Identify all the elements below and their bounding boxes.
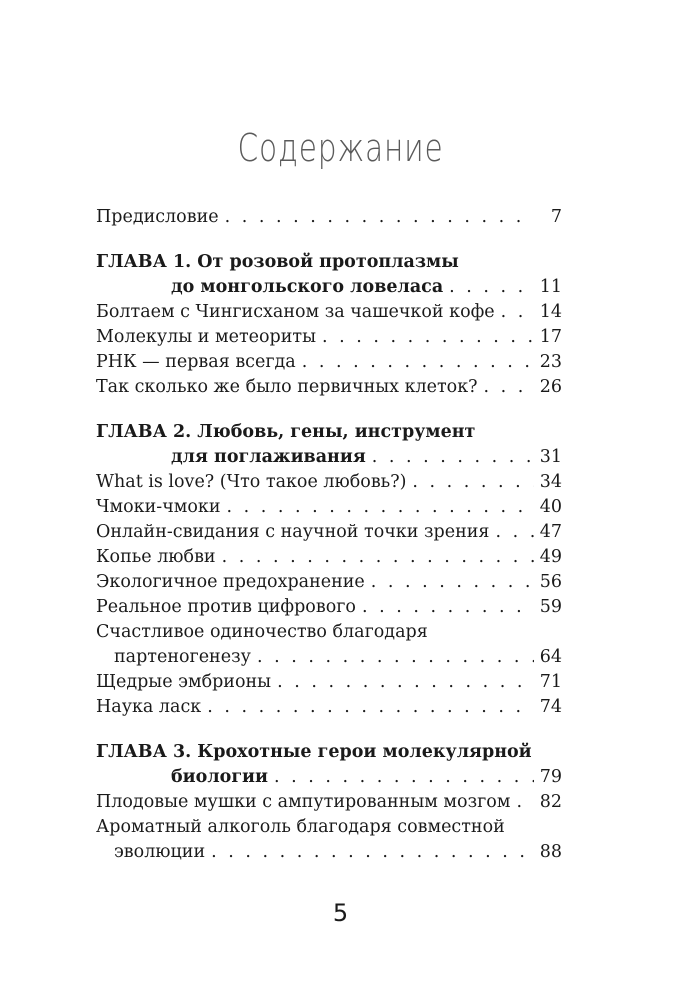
chapter-heading-label: до монгольского ловеласа	[171, 277, 444, 297]
toc-entry-label: Экологичное предохранение	[96, 572, 365, 592]
dot-leader	[207, 695, 534, 720]
toc-entry-label: Болтаем с Чингисханом за чашечкой кофе	[96, 302, 495, 322]
toc-entry-label: Онлайн-свидания с научной точки зрения	[96, 522, 490, 542]
toc-entry-label: партеногенезу	[114, 647, 251, 667]
dot-leader	[372, 445, 534, 470]
toc-entry	[96, 325, 562, 350]
dot-leader	[222, 545, 534, 570]
toc-entry-label: Щедрые эмбрионы	[96, 672, 272, 692]
toc-entry-page: 23	[539, 352, 562, 372]
toc-entry-label: Молекулы и метеориты	[96, 327, 317, 347]
toc-entry	[96, 670, 562, 695]
toc-entry-page: 74	[539, 697, 562, 717]
toc-entry-label: Предисловие	[96, 207, 219, 227]
dot-leader	[322, 325, 534, 350]
toc-entry	[96, 695, 562, 720]
dot-leader	[225, 205, 534, 230]
toc-entry-label: Наука ласк	[96, 697, 202, 717]
toc-entry	[96, 570, 562, 595]
toc-entry-label: What is love? (Что такое любовь?)	[96, 472, 407, 492]
dot-leader	[371, 570, 534, 595]
toc-entry-label: Копье любви	[96, 547, 216, 567]
toc-entry	[96, 495, 562, 520]
toc-entry-page: 26	[539, 377, 562, 397]
dot-leader	[501, 300, 534, 325]
chapter-heading-label: биологии	[171, 767, 269, 787]
page-title: Содержание	[237, 126, 444, 170]
toc-entry-preface	[96, 205, 562, 230]
toc-entry	[96, 375, 562, 400]
dot-leader	[484, 375, 534, 400]
page-number: 5	[332, 899, 349, 927]
toc-entry-label: РНК — первая всегда	[96, 352, 296, 372]
toc-entry	[96, 470, 562, 495]
toc-entry-label-line1: Ароматный алкоголь благодаря совместной	[96, 817, 505, 837]
dot-leader	[302, 350, 534, 375]
dot-leader	[257, 645, 534, 670]
chapter-page: 79	[539, 767, 562, 787]
dot-leader	[227, 495, 534, 520]
toc-entry	[96, 645, 562, 670]
toc-entry-page: 82	[539, 792, 562, 812]
dot-leader	[362, 595, 534, 620]
chapter-heading-continuation	[96, 445, 562, 470]
chapter-heading-continuation	[96, 275, 562, 300]
toc-entry	[96, 840, 562, 865]
toc-entry-page: 56	[539, 572, 562, 592]
toc-entry-label: Реальное против цифрового	[96, 597, 356, 617]
table-of-contents	[96, 205, 562, 865]
dot-leader	[211, 840, 534, 865]
chapter-heading: ГЛАВА 3. Крохотные герои молекулярной	[96, 742, 532, 762]
toc-entry-page: 49	[539, 547, 562, 567]
toc-entry-page: 17	[539, 327, 562, 347]
toc-entry-label: Чмоки-чмоки	[96, 497, 221, 517]
dot-leader	[516, 790, 533, 815]
toc-entry-page: 40	[539, 497, 562, 517]
chapter-page: 11	[539, 277, 562, 297]
toc-entry-label: Так сколько же было первичных клеток?	[96, 377, 478, 397]
dot-leader	[495, 520, 533, 545]
toc-entry-page: 59	[539, 597, 562, 617]
toc-entry	[96, 300, 562, 325]
toc-entry-page: 7	[550, 207, 562, 227]
toc-entry-page: 14	[539, 302, 562, 322]
toc-entry-label: эволюции	[114, 842, 206, 862]
toc-entry	[96, 595, 562, 620]
toc-entry-page: 47	[539, 522, 562, 542]
chapter-page: 31	[539, 447, 562, 467]
toc-entry	[96, 545, 562, 570]
toc-entry-page: 34	[539, 472, 562, 492]
toc-entry-label-line1: Счастливое одиночество благодаря	[96, 622, 428, 642]
chapter-heading-continuation	[96, 765, 562, 790]
toc-entry-page: 88	[539, 842, 562, 862]
chapter-heading-label: для поглаживания	[171, 447, 366, 467]
toc-entry-page: 64	[539, 647, 562, 667]
toc-entry-page: 71	[539, 672, 562, 692]
chapter-heading: ГЛАВА 1. От розовой протоплазмы	[96, 252, 459, 272]
toc-entry	[96, 350, 562, 375]
dot-leader	[412, 470, 533, 495]
dot-leader	[449, 275, 534, 300]
toc-entry	[96, 790, 562, 815]
toc-entry-label: Плодовые мушки с ампутированным мозгом	[96, 792, 511, 812]
chapter-heading: ГЛАВА 2. Любовь, гены, инструмент	[96, 422, 476, 442]
dot-leader	[277, 670, 534, 695]
dot-leader	[274, 765, 534, 790]
toc-entry	[96, 520, 562, 545]
